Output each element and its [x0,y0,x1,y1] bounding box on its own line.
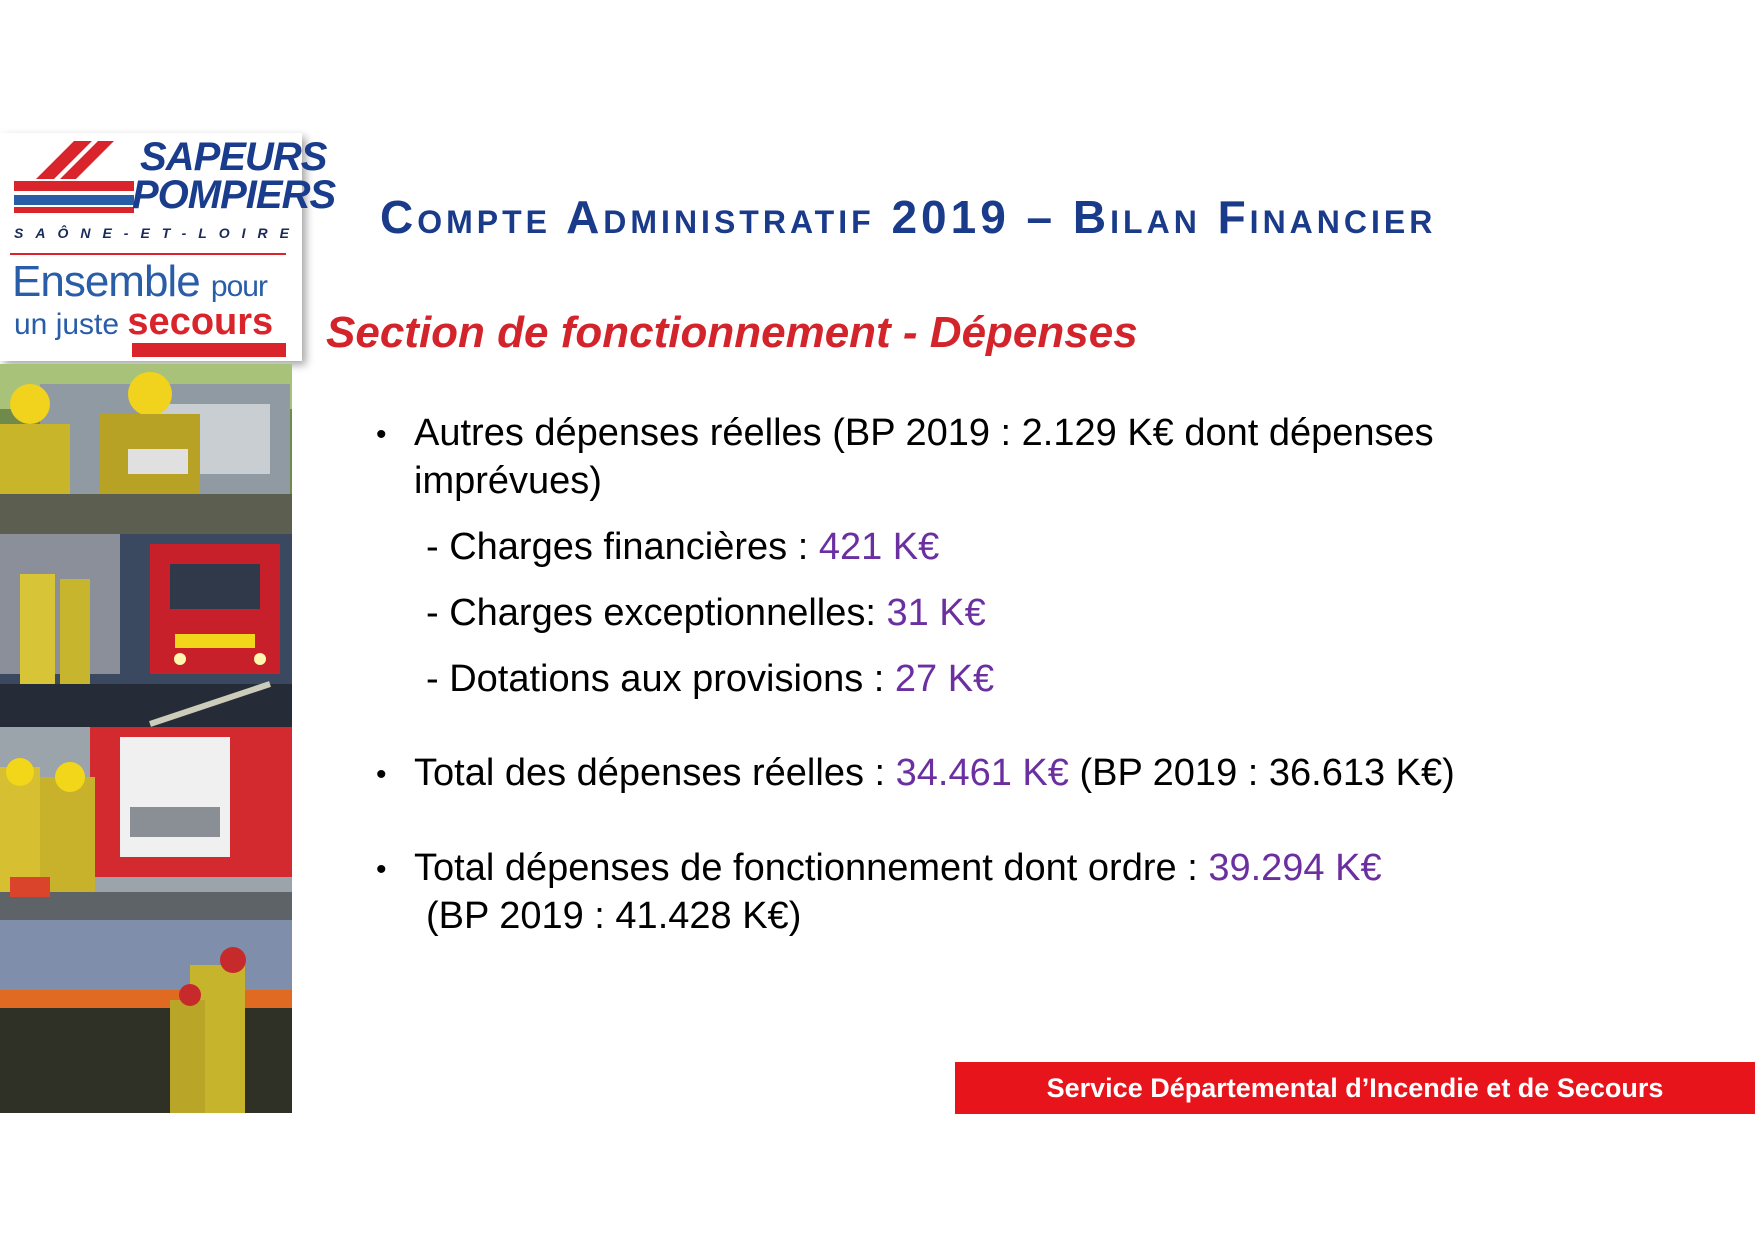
bullet-3-label: Total dépenses de fonctionnement dont ordre : [414,847,1209,889]
sub-item-value: 31 K€ [886,592,986,634]
slogan-word-un-juste: un juste [14,308,120,341]
logo-region: SAÔNE-ET-LOIRE [14,225,302,241]
bullet-2 [414,750,1455,796]
slogan-word-pour: pour [210,270,267,303]
page-title: Compte Administratif 2019 – Bilan Financier [380,191,1437,243]
bullet-2-value: 34.461 K€ [895,752,1069,794]
section-title: Section de fonctionnement - Dépenses [326,308,1138,357]
logo-brand-line1: SAPEURS [140,135,327,179]
footer-banner [955,1062,1755,1114]
bullet-1-line1: Autres dépenses réelles (BP 2019 : 2.129 K€ dont dépenses [414,412,1434,454]
sub-item-label: - Dotations aux provisions : [426,658,895,700]
sub-item-label: - Charges financières : [426,526,819,568]
footer-text: Service Départemental d’Incendie et de Secours [1046,1072,1664,1103]
bullet-3-value: 39.294 K€ [1208,847,1382,889]
bullet-3-line1 [414,845,1382,891]
bullet-3-line2: (BP 2019 : 41.428 K€) [426,895,802,937]
slogan-word-ensemble: Ensemble [12,257,200,306]
bullet-dot-icon: • [376,418,387,451]
sub-item-value: 421 K€ [818,526,940,568]
sub-item-charges-financieres [426,524,939,570]
bullet-dot-icon: • [376,853,387,886]
bullet-dot-icon: • [376,758,387,791]
bullet-1-line2: imprévues) [414,460,602,502]
logo-brand-line2: POMPIERS [132,173,336,217]
sub-item-label: - Charges exceptionnelles: [426,592,887,634]
sub-item-dotations-provisions [426,656,994,702]
slogan-word-secours: secours [127,301,274,343]
bullet-2-suffix: (BP 2019 : 36.613 K€) [1068,752,1455,794]
sub-item-value: 27 K€ [894,658,995,700]
sub-item-charges-exceptionnelles [426,590,986,636]
bullet-2-label: Total des dépenses réelles : [414,752,896,794]
